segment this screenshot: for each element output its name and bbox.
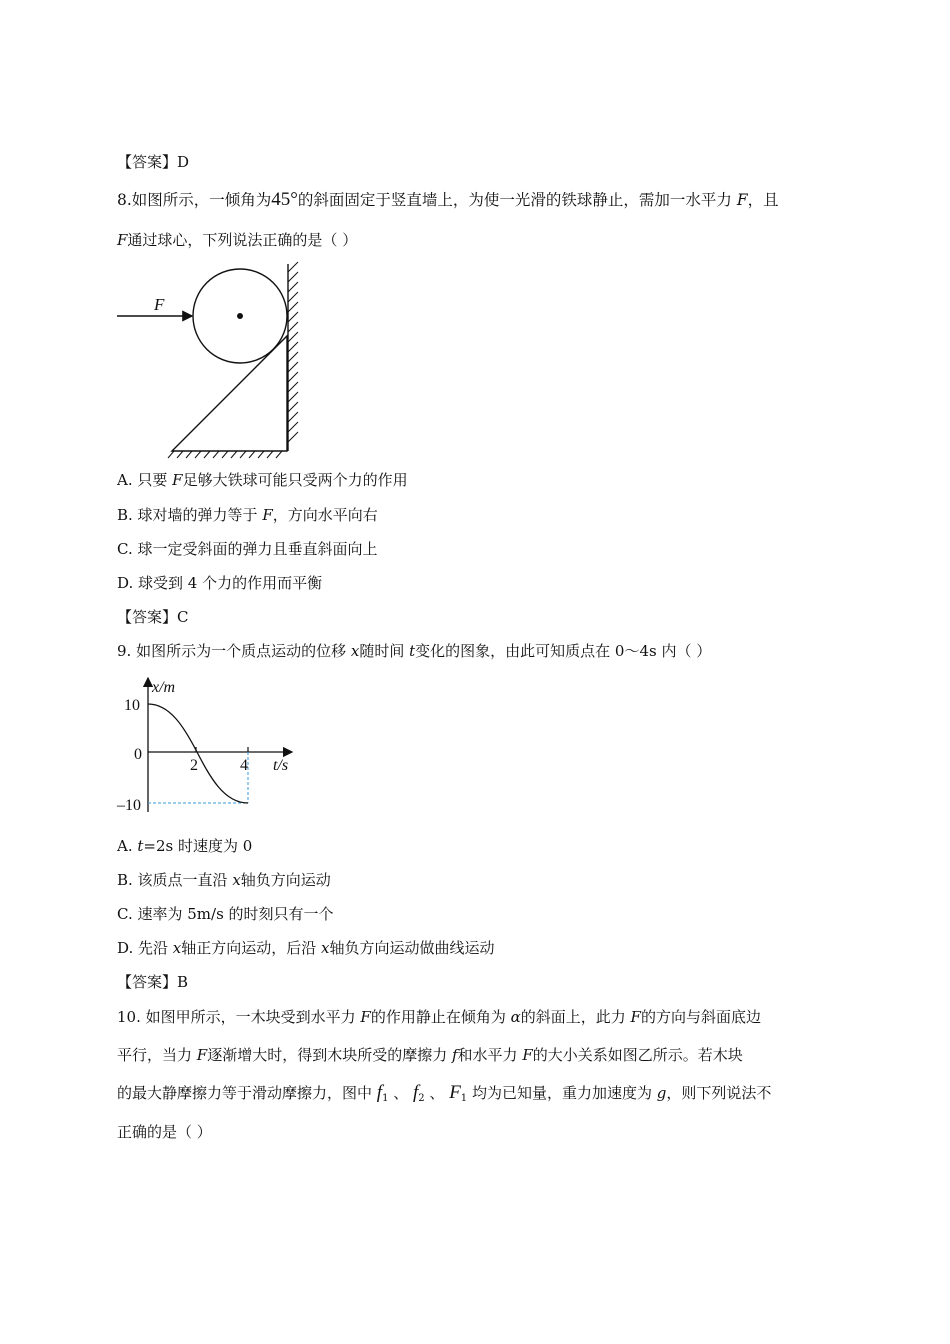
q8-force-label: F — [154, 295, 165, 314]
q8-var-F: F — [117, 231, 128, 249]
q9-option-a-text: A. — [117, 837, 138, 855]
q9-option-d-var: x — [172, 939, 182, 957]
q8-option-c: C. 球一定受斜面的弹力且垂直斜面向上 — [117, 540, 378, 558]
q10-stem-text: 的斜面上，此力 — [520, 1008, 631, 1026]
q9-option-b-text: 轴负方向运动 — [240, 871, 331, 889]
q9-option-d-text: D. 先沿 — [117, 939, 173, 957]
q9-y-tick-10: 10 — [124, 697, 140, 714]
q7-answer: 【答案】D — [117, 153, 190, 171]
q8-var-F: F — [736, 191, 748, 209]
q10-var-f1: f — [376, 1082, 383, 1103]
q8-floor-hatching — [168, 451, 282, 458]
q9-x-tick-2: 2 — [190, 757, 198, 774]
q8-option-b — [117, 505, 378, 525]
q10-var-f2-subscript: 2 — [418, 1093, 425, 1104]
q9-var-x: x — [350, 642, 360, 660]
q9-option-d-var: x — [321, 939, 330, 957]
q10-var-f: f — [451, 1046, 458, 1064]
q8-stem-text: 8.如图所示，一倾角为 — [117, 191, 272, 209]
q9-stem-text: 变化的图象，由此可知质点在 0～4s 内（ ） — [415, 642, 712, 660]
q10-separator: 、 — [424, 1084, 450, 1102]
q10-separator: 、 — [388, 1084, 413, 1102]
q10-stem-line4: 正确的是（ ） — [117, 1123, 212, 1141]
q10-var-F: F — [196, 1046, 208, 1064]
q9-option-b-text: B. 该质点一直沿 — [117, 871, 233, 889]
q10-var-F1: F — [449, 1082, 461, 1103]
q8-option-b-text: B. 球对墙的弹力等于 — [117, 506, 263, 524]
q10-stem-line2 — [117, 1045, 743, 1065]
q9-y-tick-0: 0 — [134, 746, 142, 763]
q8-stem-text: 通过球心，下列说法正确的是（ ） — [127, 231, 358, 249]
q9-y-axis-label: x/m — [152, 679, 176, 696]
q8-angle: 45° — [271, 189, 298, 210]
q8-figure — [112, 258, 312, 458]
q10-var-alpha: α — [510, 1008, 521, 1026]
q10-stem-text: 的方向与斜面底边 — [640, 1008, 761, 1026]
q9-option-d — [117, 938, 495, 958]
q10-stem-text: 均为已知量，重力加速度为 — [467, 1084, 657, 1102]
q9-stem-text: 随时间 — [359, 642, 410, 660]
q9-option-a — [117, 836, 252, 856]
q10-stem-text: 的作用静止在倾角为 — [370, 1008, 511, 1026]
q8-option-a-text: A. 只要 — [117, 471, 173, 489]
q8-answer: 【答案】C — [117, 608, 189, 626]
q9-option-d-text: 轴负方向运动做曲线运动 — [329, 939, 495, 957]
q9-curve — [148, 704, 248, 803]
q8-stem-line1 — [117, 190, 779, 210]
q10-stem-text: 逐渐增大时，得到木块所受的摩擦力 — [207, 1046, 452, 1064]
q9-option-d-text: 轴正方向运动，后沿 — [181, 939, 322, 957]
q9-option-b-var: x — [232, 871, 241, 889]
q9-y-tick-neg10: –10 — [117, 797, 141, 814]
q8-wall-hatching — [288, 262, 298, 442]
q8-stem-line2 — [117, 230, 357, 250]
q10-stem-text: 和水平力 — [457, 1046, 523, 1064]
q8-incline — [172, 336, 287, 451]
q9-option-b — [117, 870, 331, 890]
q8-ball-center — [237, 313, 243, 319]
q10-stem-text: 的大小关系如图乙所示。若木块 — [532, 1046, 743, 1064]
q9-var-t: t — [409, 642, 416, 660]
q9-x-axis-label: t/s — [273, 757, 289, 774]
q10-var-f1-subscript: 1 — [382, 1093, 389, 1104]
q8-stem-text: 的斜面固定于竖直墙上，为使一光滑的铁球静止，需加一水平力 — [297, 191, 737, 209]
q8-stem-text: ，且 — [747, 191, 779, 209]
q9-option-a-text: =2s 时速度为 0 — [143, 837, 253, 855]
q10-stem-text: 平行，当力 — [117, 1046, 197, 1064]
q9-option-c: C. 速率为 5m/s 的时刻只有一个 — [117, 905, 334, 923]
q10-var-F: F — [630, 1008, 641, 1026]
q10-var-g: g — [656, 1084, 667, 1102]
q9-answer: 【答案】B — [117, 973, 189, 991]
q9-graph — [112, 672, 312, 822]
q9-option-a-var: t — [137, 837, 144, 855]
q8-option-b-text: ，方向水平向右 — [272, 506, 378, 524]
q8-option-a-var: F — [172, 471, 183, 489]
q8-option-d: D. 球受到 4 个力的作用而平衡 — [117, 574, 323, 592]
q10-var-f2: f — [412, 1082, 419, 1103]
q10-stem-text: ，则下列说法不 — [666, 1084, 772, 1102]
q9-stem — [117, 641, 711, 661]
q8-option-b-var: F — [262, 506, 273, 524]
q8-option-a — [117, 470, 408, 490]
q8-option-a-text: 足够大铁球可能只受两个力的作用 — [182, 471, 408, 489]
q10-var-F1-subscript: 1 — [460, 1093, 468, 1104]
q10-stem-line3 — [117, 1083, 771, 1109]
q10-var-F: F — [360, 1008, 371, 1026]
q10-stem-text: 10. 如图甲所示，一木块受到水平力 — [117, 1008, 361, 1026]
q9-x-tick-4: 4 — [240, 757, 248, 774]
q9-stem-text: 9. 如图所示为一个质点运动的位移 — [117, 642, 351, 660]
q10-stem-text: 的最大静摩擦力等于滑动摩擦力，图中 — [117, 1084, 377, 1102]
q10-var-F: F — [522, 1046, 533, 1064]
q10-stem-line1 — [117, 1007, 761, 1027]
